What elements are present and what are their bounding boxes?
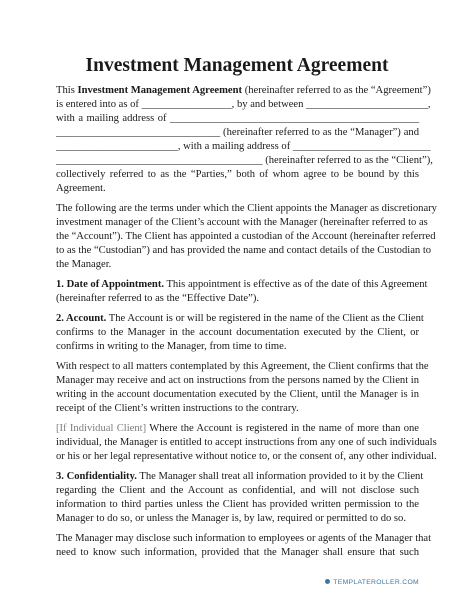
section-1-line-2: (hereinafter referred to as the “Effective Date”). — [56, 293, 260, 304]
disclosure-line-1: The Manager may disclose such information to employees or agents of the Manager that — [56, 533, 432, 544]
terms-line-3: the “Account”). The Client has appointed a custodian of the Account (hereinafter referred — [56, 231, 436, 242]
brand-dot-icon — [325, 579, 330, 584]
terms-line-1: The following are the terms under which the Client appoints the Manager as discretionary — [56, 203, 437, 214]
section-1-heading: 1. Date of Appointment. — [56, 279, 164, 290]
section-2-heading: 2. Account. — [56, 313, 107, 324]
intro-line-4: _______________________________ (hereinafter referred to as the “Manager”) and — [56, 127, 419, 138]
intro-line-6: _______________________________________ (hereinafter referred to as the “Client”), — [56, 155, 433, 166]
matters-line-2: Manager may receive and act on instructions from the persons named by the Client in — [56, 375, 420, 386]
matters-line-1: With respect to all matters contemplated by this Agreement, the Client confirms that the — [56, 361, 429, 372]
individual-client-line-2: individual, the Manager is entitled to accept instructions from any one of such individuals — [56, 437, 437, 448]
section-3-line-2: regarding the Client and the Account as confidential, and will not disclose such — [56, 485, 419, 496]
document-title: Investment Management Agreement — [85, 55, 389, 76]
matters-line-3: writing in the account documentation executed by the Client, until the Manager is in — [56, 389, 419, 400]
disclosure-line-2: need to know such information, provided that the Manager shall ensure that such — [56, 547, 419, 558]
section-2-line-2: confirms to the Manager in the account documentation executed by the Client, or — [56, 327, 419, 338]
intro-line-5: _______________________, with a mailing address of __________________________ — [56, 141, 431, 152]
intro-line-8: Agreement. — [56, 183, 106, 194]
terms-line-5: the Manager. — [56, 259, 112, 270]
intro-line-7: collectively referred to as the “Parties,” both of whom agree to be bound by this — [56, 169, 419, 180]
matters-line-4: receipt of the Client’s written instructions to the contrary. — [56, 403, 299, 414]
section-3-line-4: Manager to do so, or unless the Manager is, by law, required or permitted to do so. — [56, 513, 407, 524]
terms-line-2: investment manager of the Client’s account with the Manager (hereinafter referred to as — [56, 217, 428, 228]
individual-client-line-3: or his or her legal representative without notice to, or the consent of, any other individual. — [56, 451, 437, 462]
intro-line-3: with a mailing address of _______________________________________________ — [56, 113, 419, 124]
individual-client-line-1: [If Individual Client] Where the Account is registered in the name of more than one — [56, 423, 419, 434]
section-3-line-1: 3. Confidentiality. The Manager shall treat all information provided to it by the Client — [56, 471, 424, 482]
intro-line-2: is entered into as of _________________, by and between _______________________, — [56, 99, 431, 110]
individual-client-placeholder: [If Individual Client] — [56, 423, 147, 434]
intro-line-1: This Investment Management Agreement (hereinafter referred to as the “Agreement”) — [56, 85, 431, 96]
footer-brand: TEMPLATEROLLER.COM — [325, 578, 419, 587]
section-2-line-1: 2. Account. The Account is or will be registered in the name of the Client as the Client — [56, 313, 424, 324]
section-2-line-3: confirms in writing to the Manager, from time to time. — [56, 341, 287, 352]
terms-line-4: to as the “Custodian”) and has provided the name and contact details of the Custodian to — [56, 245, 432, 256]
section-1-line-1: 1. Date of Appointment. This appointment is effective as of the date of this Agreement — [56, 279, 428, 290]
agreement-name: Investment Management Agreement — [77, 85, 243, 96]
section-3-line-3: information to third parties unless the Client has provided written permission to the — [56, 499, 419, 510]
section-3-heading: 3. Confidentiality. — [56, 471, 137, 482]
